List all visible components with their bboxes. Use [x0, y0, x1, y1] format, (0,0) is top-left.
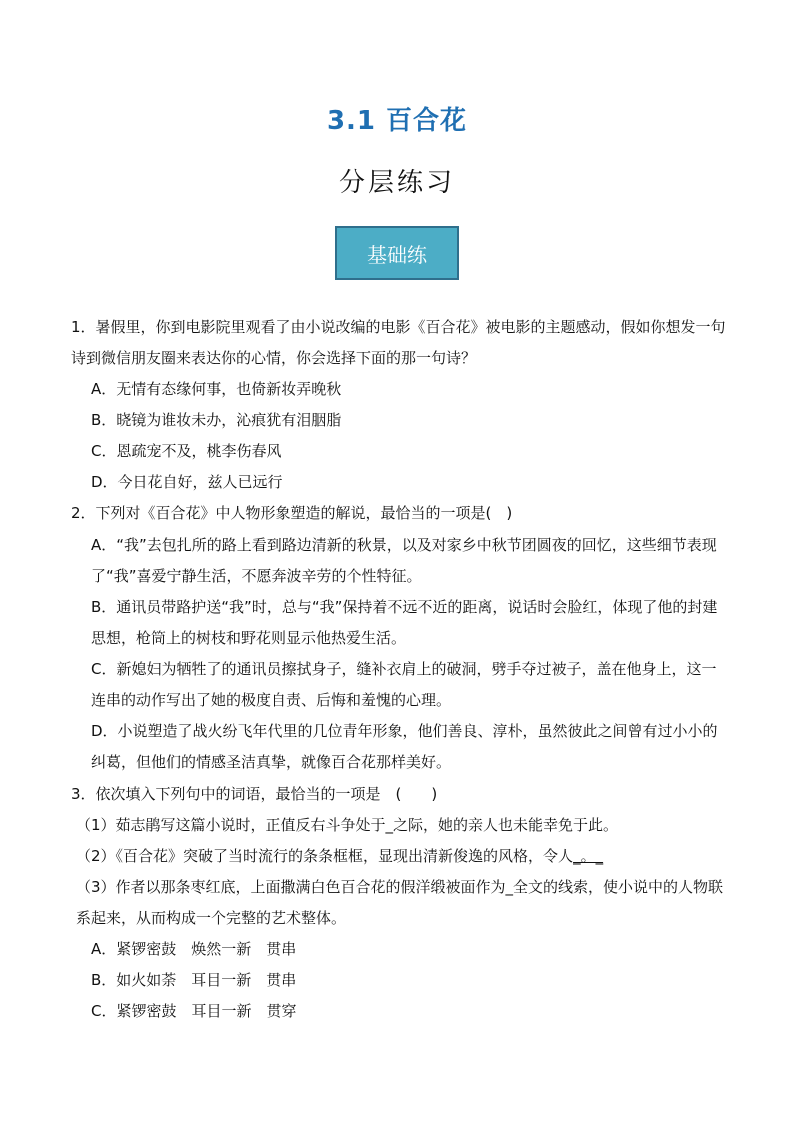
question-3-option-b: B．如火如荼 耳目一新 贯串 [91, 971, 297, 989]
question-1-option-d: D．今日花自好，兹人已远行 [91, 473, 283, 491]
page-title: 3.1 百合花 [326, 106, 468, 136]
question-2-option-a: A．“我”去包扎所的路上看到路边清新的秋景，以及对家乡中秋节团圆夜的回忆，这些细节表现了“我”喜爱宁静生活，不愿奔波辛劳的个性特征。 [91, 536, 717, 585]
section-badge: 基础练 [335, 226, 459, 280]
question-2-stem: 2．下列对《百合花》中人物形象塑造的解说，最恰当的一项是( ) [71, 504, 513, 522]
sentence-2-blank: _。_ [573, 847, 604, 865]
question-3-option-c: C．紧锣密鼓 耳目一新 贯穿 [91, 1002, 297, 1020]
question-2-option-d: D．小说塑造了战火纷飞年代里的几位青年形象，他们善良、淳朴，虽然彼此之间曾有过小小的纠葛，但他们的情感圣洁真挚，就像百合花那样美好。 [91, 722, 718, 771]
question-3-option-a: A．紧锣密鼓 焕然一新 贯串 [91, 940, 297, 958]
question-3-sentence-2 [76, 841, 603, 872]
sentence-2-text: （2）《百合花》突破了当时流行的条条框框，显现出清新俊逸的风格，令人 [76, 847, 574, 865]
question-1-option-a: A．无情有态缘何事，也倚新妆弄晚秋 [91, 380, 342, 398]
page-subtitle: 分层练习 [338, 168, 455, 198]
question-3-sentence-3: （3）作者以那条枣红底，上面撒满白色百合花的假洋缎被面作为_全文的线索，使小说中的人物联系起来，从而构成一个完整的艺术整体。 [76, 878, 724, 927]
question-2-option-b: B．通讯员带路护送“我”时，总与“我”保持着不远不近的距离，说话时会脸红，体现了他的封建思想，枪筒上的树枝和野花则显示他热爱生活。 [91, 598, 718, 647]
question-1-option-b: B．晓镜为谁妆未办，沁痕犹有泪胭脂 [91, 411, 342, 429]
question-3-sentence-1: （1）茹志鹃写这篇小说时，正值反右斗争处于_之际，她的亲人也未能幸免于此。 [76, 816, 619, 834]
question-1-option-c: C．恩疏宠不及，桃李伤春风 [91, 442, 282, 460]
question-3-stem: 3．依次填入下列句中的词语，最恰当的一项是 ( ) [71, 785, 438, 803]
question-1-stem: 1．暑假里，你到电影院里观看了由小说改编的电影《百合花》被电影的主题感动，假如你想发一句诗到微信朋友圈来表达你的心情，你会选择下面的那一句诗？ [71, 318, 726, 367]
question-2-option-c: C．新媳妇为牺牲了的通讯员擦拭身子，缝补衣肩上的破洞，劈手夺过被子，盖在他身上，这一连串的动作写出了她的极度自责、后悔和羞愧的心理。 [91, 660, 717, 709]
